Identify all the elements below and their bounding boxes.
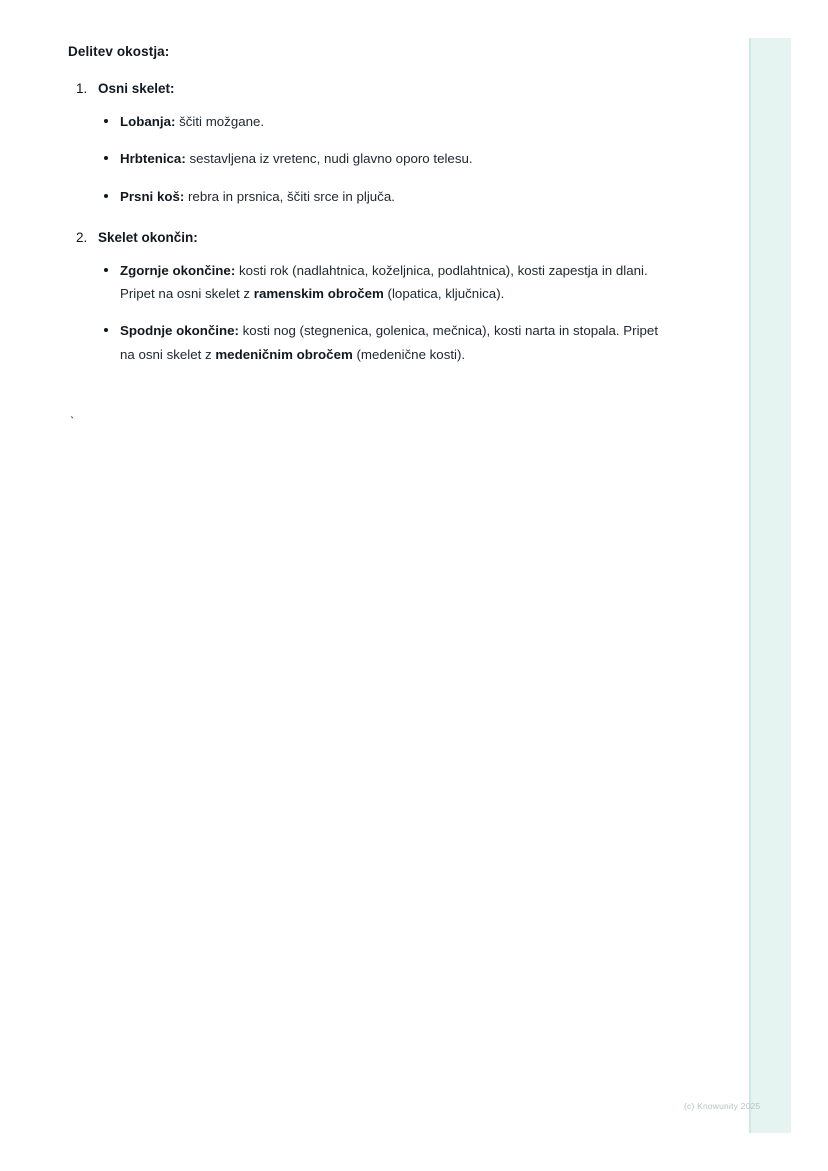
list-item-text: sestavljena iz vretenc, nudi glavno oporo telesu.: [185, 151, 473, 167]
list-item: [98, 319, 668, 366]
stray-tick-mark: `: [70, 414, 75, 429]
list-item-text-tail: (medenične kosti).: [352, 346, 466, 362]
list-item-text-tail: (lopatica, ključnica).: [383, 286, 505, 302]
list-item-lead: Prsni koš:: [120, 188, 185, 204]
skeleton-sections-list: [68, 81, 668, 366]
list-item: [98, 147, 668, 170]
list-item: [98, 110, 668, 133]
page-title: Delitev okostja:: [68, 44, 170, 59]
list-item-lead: Zgornje okončine:: [120, 262, 236, 278]
list-item-lead: Lobanja:: [120, 114, 176, 129]
section-title: Skelet okončin:: [98, 229, 198, 245]
list-item-text: kosti rok (nadlahtnica, koželjnica, podlahtnica), kosti zapestja in dlani. Pripet na osni skelet z: [120, 262, 648, 302]
list-item-text: ščiti možgane.: [175, 114, 265, 129]
decorative-side-band-edge: [749, 38, 751, 1133]
document-content: [68, 44, 668, 388]
list-item-text: rebra in prsnica, ščiti srce in pljuča.: [184, 188, 395, 204]
list-item: [98, 185, 668, 208]
list-item-lead: Hrbtenica:: [120, 151, 186, 167]
list-item-emphasis: ramenskim obročem: [253, 286, 384, 302]
section-title: Osni skelet:: [98, 81, 175, 96]
list-item-text: kosti nog (stegnenica, golenica, mečnica), kosti narta in stopala. Pripet na osni skelet z: [120, 323, 659, 362]
section-osni-skelet: [68, 81, 668, 208]
section-skelet-okoncin: [68, 230, 668, 366]
list-item-lead: Spodnje okončine:: [120, 323, 239, 339]
section-items-list: [98, 110, 668, 208]
decorative-side-band: [749, 38, 791, 1133]
footer-credit: (c) Knowunity 2025: [684, 1101, 761, 1111]
section-items-list: [98, 259, 668, 366]
list-item: [98, 259, 668, 306]
list-item-emphasis: medeničnim obročem: [215, 346, 353, 362]
